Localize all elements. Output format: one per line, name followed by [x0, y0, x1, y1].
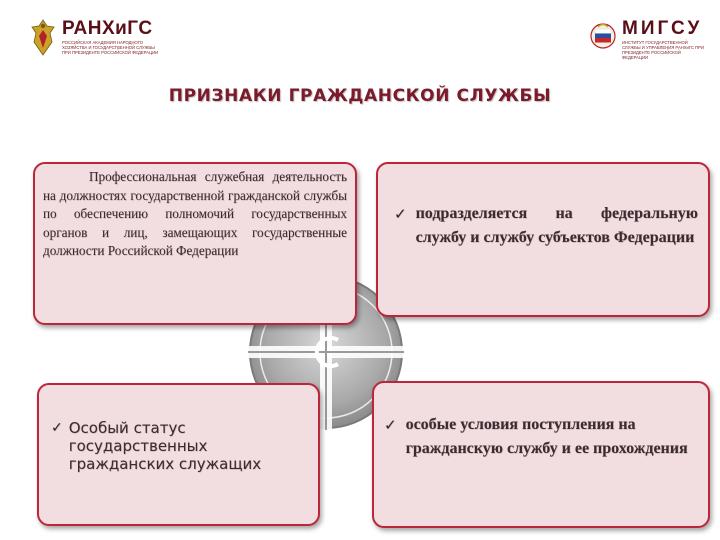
check-icon: ✓	[51, 420, 63, 436]
definition-text: Профессиональная служебная деятельность на должностях государственной гражданской службы по обеспечению полномочий государственных органов и лиц, замещающих государственные должности Российской Федерации	[43, 169, 347, 258]
status-text: Особый статус государственных гражданских служащих	[68, 419, 262, 473]
conditions-card	[372, 381, 710, 528]
division-text: подразделяется на федеральную службу и службу субъектов Федерации	[415, 205, 698, 246]
page-title: ПРИЗНАКИ ГРАЖДАНСКОЙ СЛУЖБЫ	[168, 86, 552, 106]
check-icon: ✓	[394, 205, 407, 223]
conditions-text: особые условия поступления на гражданскую службу и ее прохождения	[405, 416, 688, 457]
check-icon: ✓	[384, 416, 397, 434]
division-card	[376, 162, 710, 317]
division-bullet	[394, 202, 698, 250]
russian-flag-emblem-icon	[590, 18, 616, 58]
status-bullet	[51, 419, 308, 473]
migsu-logo-subtitle: ИНСТИТУТ ГОСУДАРСТВЕННОЙ СЛУЖБЫ И УПРАВЛЕНИЯ РАНХиГС ПРИ ПРЕЗИДЕНТЕ РОССИЙСКОЙ ФЕДЕРАЦИИ	[622, 40, 704, 60]
conditions-bullet	[384, 413, 694, 461]
migsu-logo	[590, 18, 705, 62]
ranepa-logo-subtitle: РОССИЙСКАЯ АКАДЕМИЯ НАРОДНОГО ХОЗЯЙСТВА И ГОСУДАРСТВЕННОЙ СЛУЖБЫ ПРИ ПРЕЗИДЕНТЕ РОССИЙСКОЙ ФЕДЕРАЦИИ	[62, 40, 159, 55]
ranepa-logo	[30, 18, 160, 62]
definition-card	[33, 162, 357, 325]
ranepa-logo-title: РАНХиГС	[62, 18, 153, 39]
status-card	[37, 383, 320, 526]
coat-of-arms-icon	[30, 18, 56, 58]
migsu-logo-title: МИГСУ	[622, 18, 703, 39]
